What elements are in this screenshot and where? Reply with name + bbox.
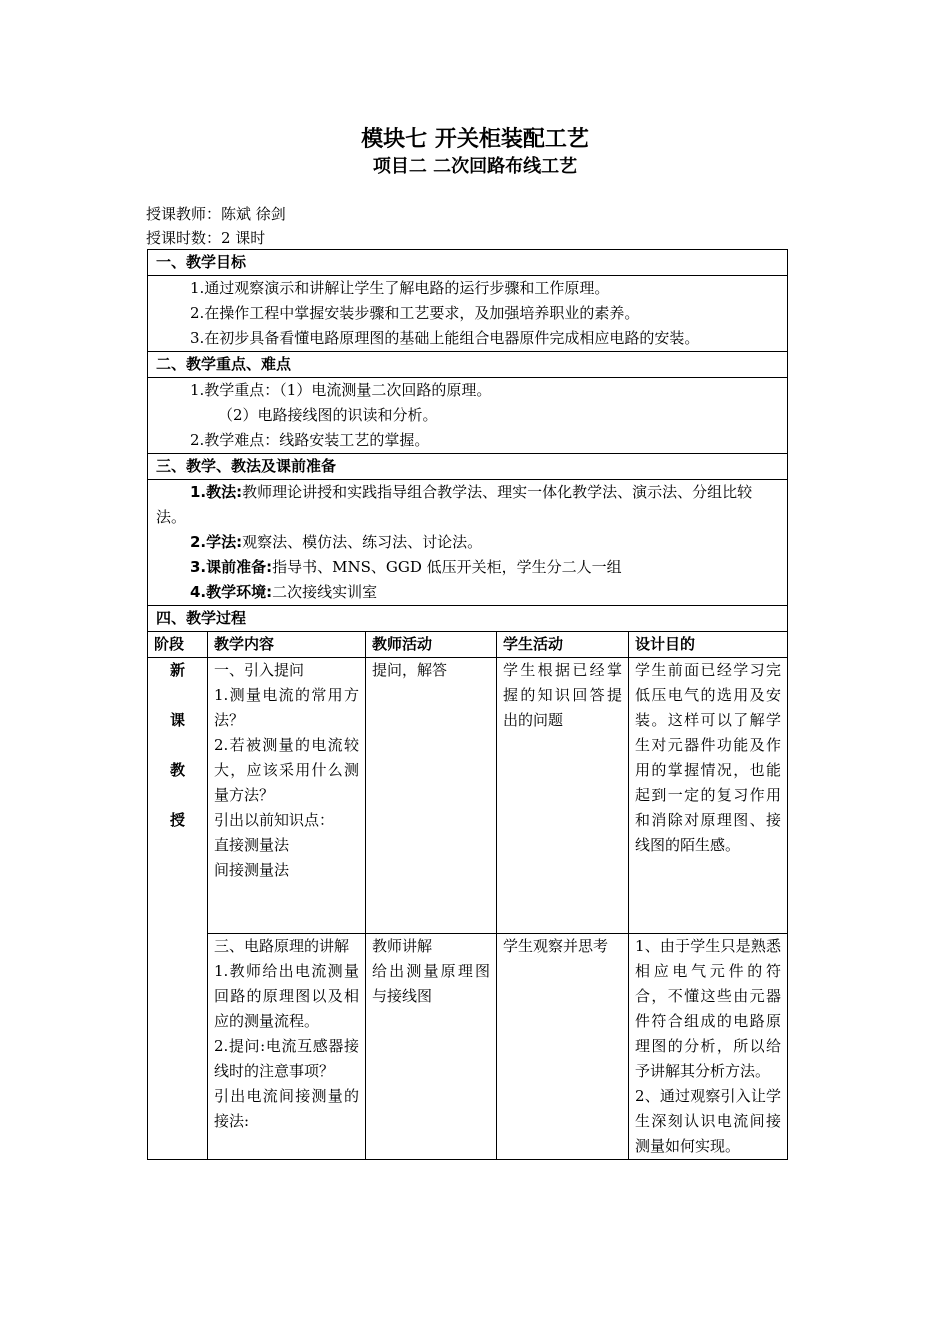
- col-header-purpose: 设计目的: [629, 632, 788, 658]
- process-row: [148, 658, 788, 934]
- keypoint-item: 2.教学难点：线路安装工艺的掌握。: [190, 431, 430, 449]
- student-line: 学生观察并思考: [503, 937, 609, 955]
- content-line: 直接测量法: [214, 836, 290, 854]
- content-cell: [208, 658, 366, 934]
- teacher-line: 教师讲解: [372, 937, 433, 955]
- content-line: 1.教师给出电流测量回路的原理图以及相应的测量流程。: [214, 962, 359, 1030]
- method-label: 2.学法:: [190, 533, 243, 551]
- content-line: 间接测量法: [214, 861, 290, 879]
- keypoint-item: 1.教学重点：（1）电流测量二次回路的原理。: [190, 381, 492, 399]
- stage-char: 课: [169, 711, 185, 729]
- method-item: [156, 480, 781, 530]
- section-methods-body: [148, 480, 788, 606]
- teacher-cell: [366, 934, 497, 1160]
- section-methods-heading: 三、教学、教法及课前准备: [148, 454, 788, 480]
- purpose-line: 1、由于学生只是熟悉相应电气元件的符合，不懂这些由元器件符合组成的电路原理图的分析，所以给予讲解其分析方法。: [635, 937, 782, 1080]
- content-line: 2.提问:电流互感器接线时的注意事项？: [214, 1037, 359, 1080]
- keypoint-item: （2）电路接线图的识读和分析。: [218, 406, 438, 424]
- content-line: 三、电路原理的讲解: [214, 937, 350, 955]
- hours-line: 授课时数：2 课时: [146, 229, 266, 247]
- purpose-line: 2、通过观察引入让学生深刻认识电流间接测量如何实现。: [635, 1087, 782, 1155]
- content-line: 一、引入提问: [214, 661, 305, 679]
- method-text: 指导书、MNS、GGD 低压开关柜，学生分二人一组: [272, 558, 622, 576]
- section-process-heading: 四、教学过程: [148, 606, 788, 632]
- content-line: 2.若被测量的电流较大，应该采用什么测量方法？: [214, 736, 359, 804]
- process-header-row: [148, 632, 788, 658]
- teacher-line: 提问，解答: [372, 661, 448, 679]
- document-subtitle: 项目二 二次回路布线工艺: [372, 156, 578, 177]
- method-text: 观察法、模仿法、练习法、讨论法。: [242, 533, 483, 551]
- stage-cell: [148, 658, 208, 1160]
- purpose-cell: [629, 658, 788, 934]
- section-keypoints-body: [148, 378, 788, 454]
- method-label: 4.教学环境:: [190, 583, 273, 601]
- col-header-content: 教学内容: [208, 632, 366, 658]
- document-title: 模块七 开关柜装配工艺: [361, 127, 589, 152]
- process-row: [148, 934, 788, 1160]
- section-goals-heading: 一、教学目标: [148, 250, 788, 276]
- method-item: [156, 580, 781, 605]
- lesson-plan-table: [147, 249, 788, 1160]
- goal-item: 2.在操作工程中掌握安装步骤和工艺要求，及加强培养职业的素养。: [190, 304, 640, 322]
- content-cell: [208, 934, 366, 1160]
- student-cell: [497, 658, 629, 934]
- purpose-cell: [629, 934, 788, 1160]
- content-line: 1.测量电流的常用方法？: [214, 686, 359, 729]
- method-label: 3.课前准备:: [190, 558, 273, 576]
- student-cell: [497, 934, 629, 1160]
- content-line: 引出电流间接测量的接法:: [214, 1087, 359, 1130]
- teacher-line: 授课教师：陈斌 徐剑: [146, 205, 286, 223]
- col-header-teacher: 教师活动: [366, 632, 497, 658]
- col-header-student: 学生活动: [497, 632, 629, 658]
- section-goals-body: [148, 276, 788, 352]
- goal-item: 3.在初步具备看懂电路原理图的基础上能组合电器原件完成相应电路的安装。: [190, 329, 700, 347]
- stage-char: 新: [169, 661, 185, 679]
- stage-char: 教: [169, 761, 185, 779]
- stage-char: 授: [169, 811, 185, 829]
- goal-item: 1.通过观察演示和讲解让学生了解电路的运行步骤和工作原理。: [190, 279, 610, 297]
- teacher-cell: [366, 658, 497, 934]
- section-keypoints-heading: 二、教学重点、难点: [148, 352, 788, 378]
- teacher-line: 给出测量原理图与接线图: [372, 962, 490, 1005]
- col-header-stage: 阶段: [148, 632, 208, 658]
- method-item: [156, 555, 781, 580]
- method-text: 二次接线实训室: [272, 583, 378, 601]
- content-line: 引出以前知识点：: [214, 811, 335, 829]
- student-line: 学生根据已经掌握的知识回答提出的问题: [503, 661, 622, 729]
- method-item: [156, 530, 781, 555]
- method-label: 1.教法:: [190, 483, 243, 501]
- purpose-line: 学生前面已经学习完低压电气的选用及安装。这样可以了解学生对元器件功能及作用的掌握情况，也能起到一定的复习作用和消除对原理图、接线图的陌生感。: [635, 661, 782, 854]
- method-text: 教师理论讲授和实践指导组合教学法、理实一体化教学法、演示法、分组比较法。: [156, 483, 753, 526]
